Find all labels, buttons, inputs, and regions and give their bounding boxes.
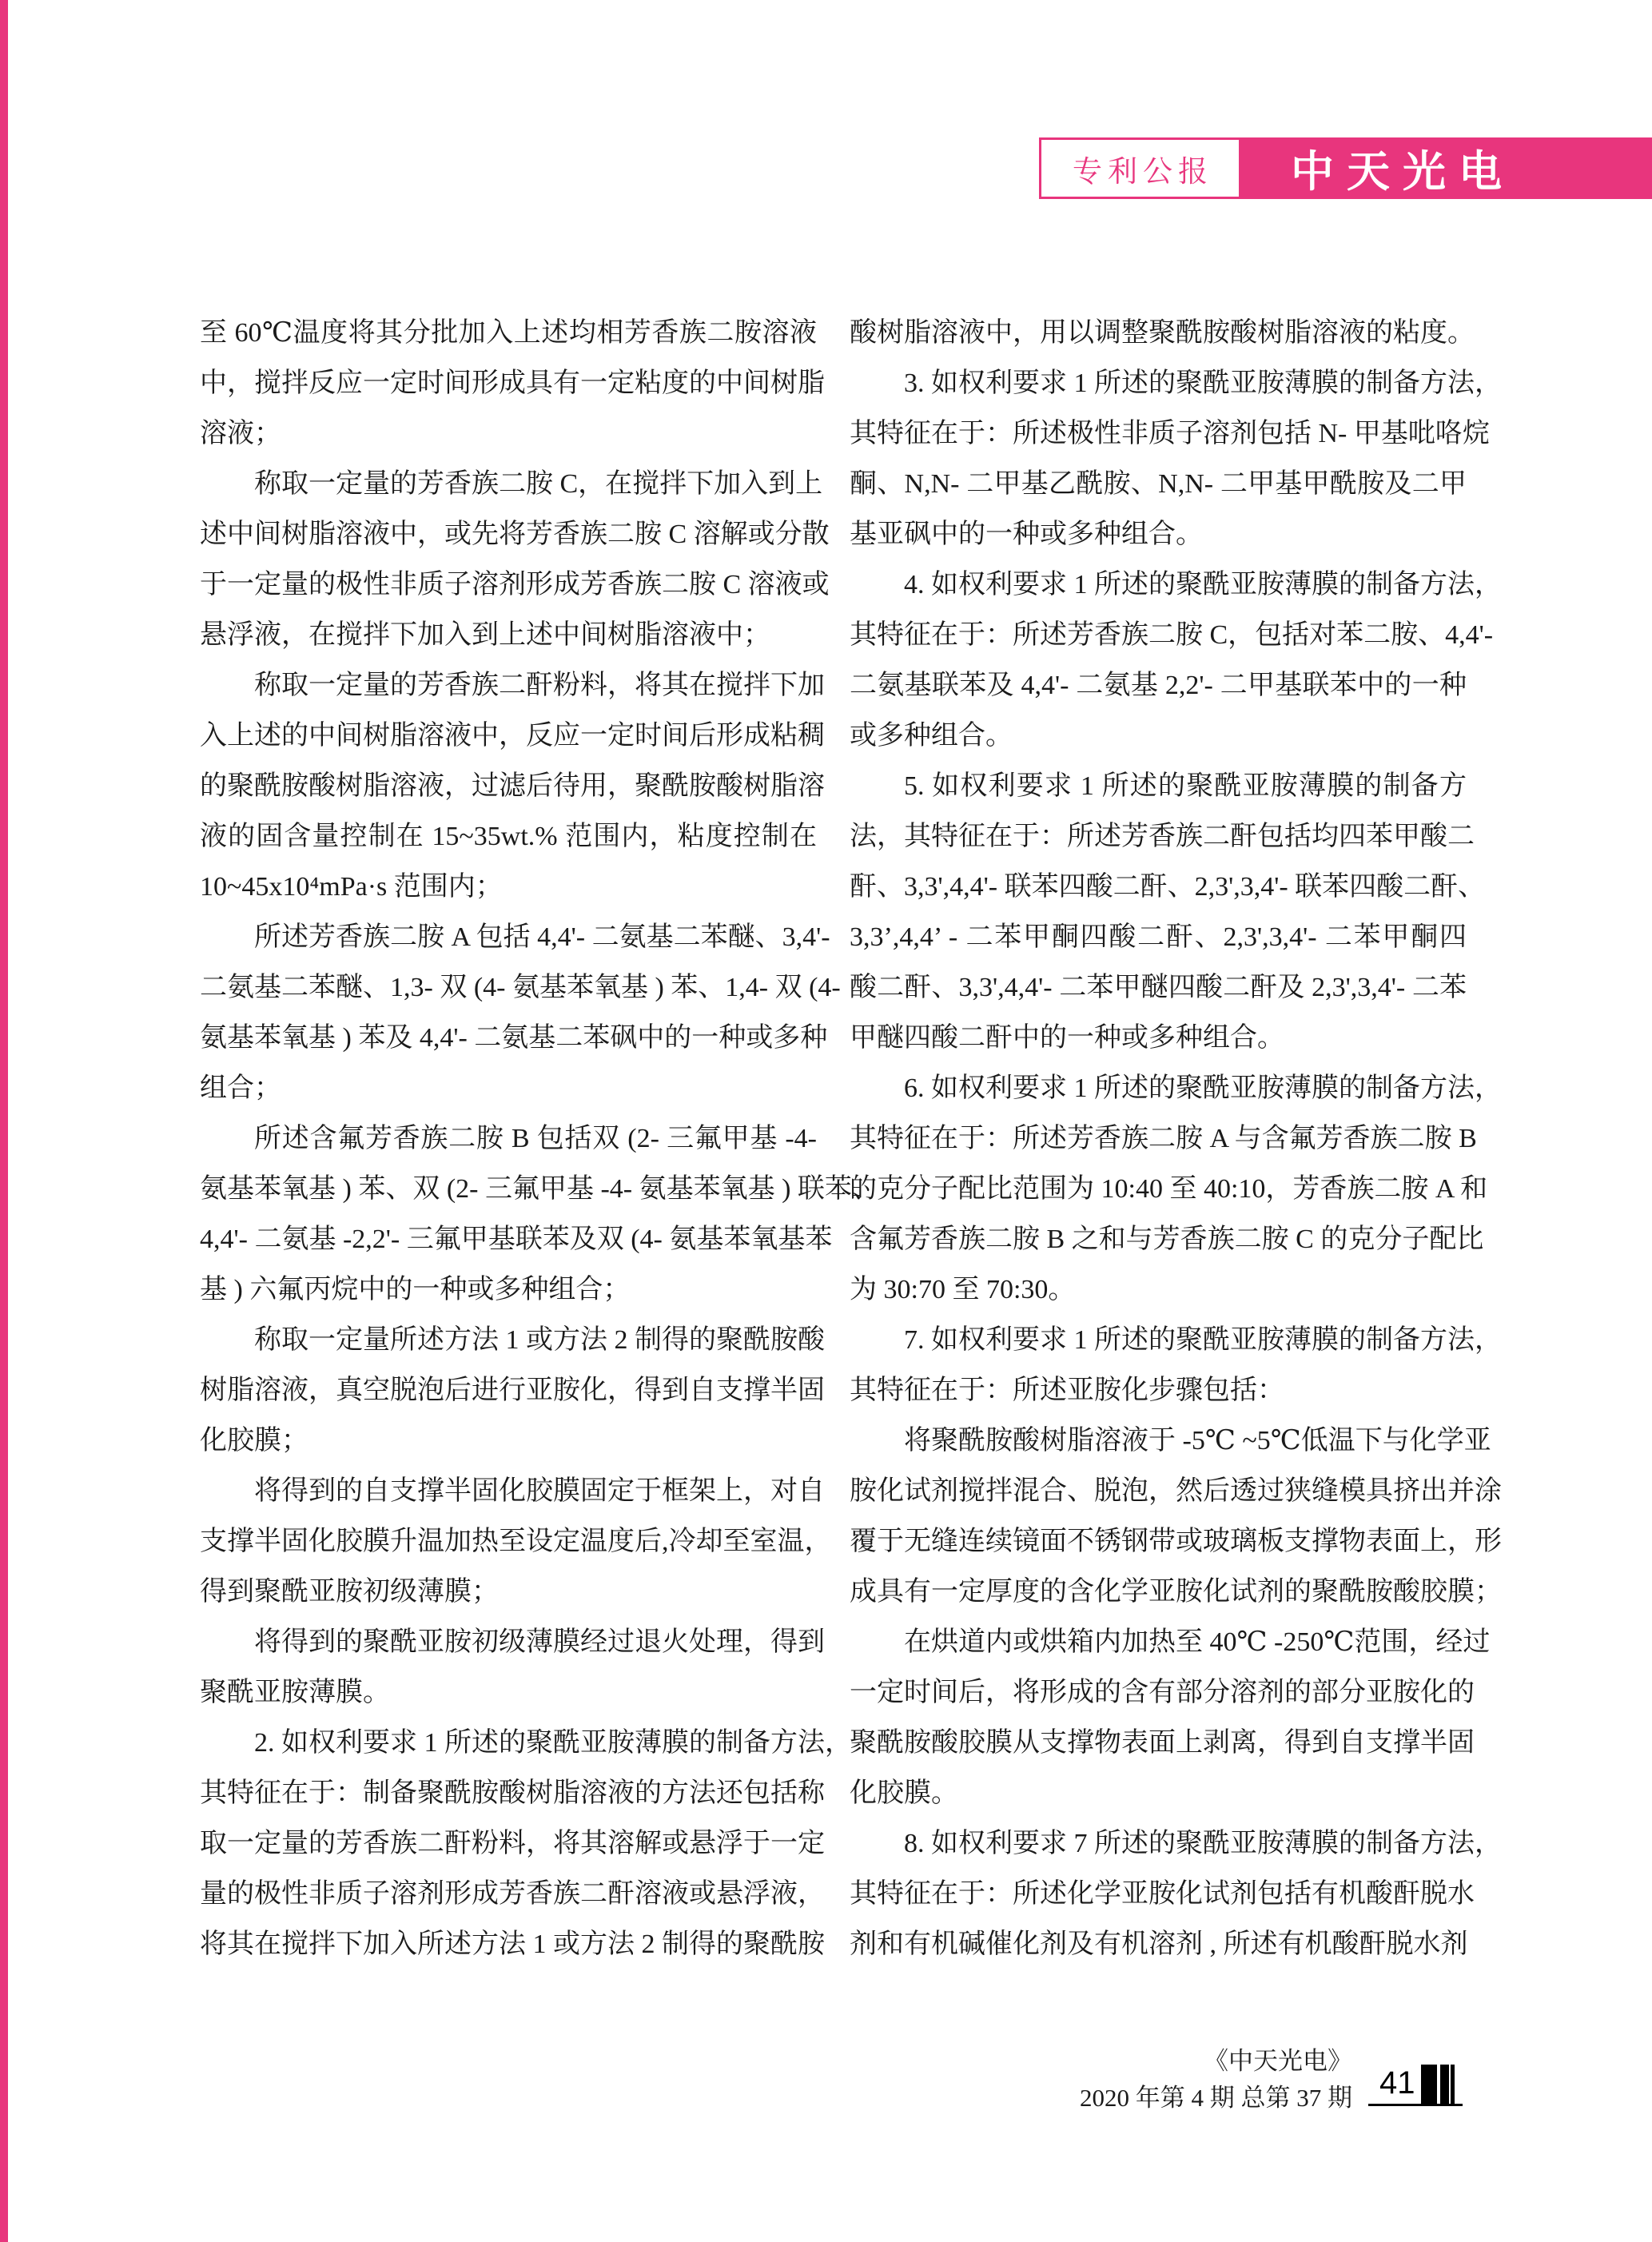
footer-bar-icon [1440, 2065, 1449, 2104]
text-line: 酸树脂溶液中，用以调整聚酰胺酸树脂溶液的粘度。 [850, 318, 1475, 348]
brand-logo: 中天光电 [1291, 148, 1515, 196]
text-line: 8. 如权利要求 7 所述的聚酰亚胺薄膜的制备方法， [904, 1829, 1502, 1858]
text-line: 支撑半固化胶膜升温加热至设定温度后,冷却至室温， [200, 1527, 832, 1556]
footer-journal-name: 《中天光电》 [1204, 2047, 1352, 2075]
text-line: 称取一定量的芳香族二酐粉料，将其在搅拌下加 [254, 671, 825, 700]
text-line: 化胶膜； [200, 1426, 309, 1456]
text-line: 胺化试剂搅拌混合、脱泡，然后透过狭缝模具挤出并涂 [850, 1476, 1502, 1506]
text-line: 悬浮液，在搅拌下加入到上述中间树脂溶液中； [200, 620, 770, 650]
text-line: 其特征在于：所述亚胺化步骤包括： [850, 1376, 1284, 1405]
footer-bar-icon [1421, 2065, 1437, 2104]
footer-issue-info: 2020 年第 4 期 总第 37 期 [1080, 2084, 1352, 2112]
footer-bar-icon [1451, 2065, 1455, 2104]
text-line: 2. 如权利要求 1 所述的聚酰亚胺薄膜的制备方法， [254, 1728, 852, 1758]
text-line: 含氟芳香族二胺 B 之和与芳香族二胺 C 的克分子配比 [850, 1225, 1484, 1254]
text-line: 酮、N,N- 二甲基乙酰胺、N,N- 二甲基甲酰胺及二甲 [850, 469, 1467, 499]
text-line: 其特征在于：所述芳香族二胺 C，包括对苯二胺、4,4'- [850, 620, 1494, 650]
text-line: 聚酰胺酸胶膜从支撑物表面上剥离，得到自支撑半固 [850, 1728, 1475, 1758]
text-line: 基 ) 六氟丙烷中的一种或多种组合； [200, 1275, 631, 1304]
text-line: 量的极性非质子溶剂形成芳香族二酐溶液或悬浮液， [200, 1879, 825, 1909]
header-brand-banner [1241, 137, 1652, 199]
text-line: 的聚酰胺酸树脂溶液，过滤后待用，聚酰胺酸树脂溶 [200, 771, 825, 801]
text-line: 4. 如权利要求 1 所述的聚酰亚胺薄膜的制备方法， [904, 570, 1502, 599]
text-line: 其特征在于：所述化学亚胺化试剂包括有机酸酐脱水 [850, 1879, 1475, 1909]
text-line: 液的固含量控制在 15~35wt.% 范围内，粘度控制在 [200, 822, 817, 851]
text-line: 称取一定量的芳香族二胺 C，在搅拌下加入到上 [254, 469, 823, 499]
text-line: 溶液； [200, 419, 281, 448]
text-line: 将得到的聚酰亚胺初级薄膜经过退火处理，得到 [254, 1627, 825, 1657]
text-line: 在烘道内或烘箱内加热至 40℃ -250℃范围，经过 [904, 1627, 1491, 1657]
text-line: 甲醚四酸二酐中的一种或多种组合。 [850, 1023, 1284, 1053]
text-line: 所述芳香族二胺 A 包括 4,4'- 二氨基二苯醚、3,4'- [254, 922, 830, 952]
column-left [200, 308, 879, 1969]
text-line: 述中间树脂溶液中，或先将芳香族二胺 C 溶解或分散 [200, 520, 830, 549]
text-line: 入上述的中间树脂溶液中，反应一定时间后形成粘稠 [200, 721, 825, 751]
text-line: 5. 如权利要求 1 所述的聚酰亚胺薄膜的制备方 [904, 771, 1467, 801]
text-line: 二氨基二苯醚、1,3- 双 (4- 氨基苯氧基 ) 苯、1,4- 双 (4- [200, 973, 841, 1002]
text-line: 组合； [200, 1073, 281, 1103]
text-line: 取一定量的芳香族二酐粉料，将其溶解或悬浮于一定 [200, 1829, 825, 1858]
text-line: 其特征在于：制备聚酰胺酸树脂溶液的方法还包括称 [200, 1778, 825, 1808]
text-line: 10~45x10⁴mPa·s 范围内； [200, 872, 503, 902]
text-line: 覆于无缝连续镜面不锈钢带或玻璃板支撑物表面上，形 [850, 1527, 1502, 1556]
text-line: 酸二酐、3,3',4,4'- 二苯甲醚四酸二酐及 2,3',3,4'- 二苯 [850, 973, 1467, 1002]
text-line: 为 30:70 至 70:30。 [850, 1275, 1076, 1304]
text-line: 中，搅拌反应一定时间形成具有一定粘度的中间树脂 [200, 368, 825, 398]
left-accent-stripe [0, 0, 8, 2242]
text-line: 化胶膜。 [850, 1778, 958, 1808]
text-line: 二氨基联苯及 4,4'- 二氨基 2,2'- 二甲基联苯中的一种 [850, 671, 1467, 700]
text-line: 7. 如权利要求 1 所述的聚酰亚胺薄膜的制备方法， [904, 1325, 1502, 1355]
header-tag-label: 专利公报 [1073, 154, 1213, 188]
text-line: 得到聚酰亚胺初级薄膜； [200, 1577, 499, 1607]
text-line: 的克分子配比范围为 10:40 至 40:10，芳香族二胺 A 和 [850, 1174, 1488, 1204]
text-line: 酐、3,3',4,4'- 联苯四酸二酐、2,3',3,4'- 联苯四酸二酐、 [850, 872, 1486, 902]
text-line: 称取一定量所述方法 1 或方法 2 制得的聚酰胺酸 [254, 1325, 825, 1355]
column-right [850, 308, 1502, 1969]
text-line: 基亚砜中的一种或多种组合。 [850, 520, 1203, 549]
text-line: 树脂溶液，真空脱泡后进行亚胺化，得到自支撑半固 [200, 1376, 825, 1405]
text-line: 其特征在于：所述极性非质子溶剂包括 N- 甲基吡咯烷 [850, 419, 1490, 448]
text-line: 于一定量的极性非质子溶剂形成芳香族二胺 C 溶液或 [200, 570, 830, 599]
text-line: 其特征在于：所述芳香族二胺 A 与含氟芳香族二胺 B [850, 1124, 1477, 1153]
text-line: 至 60℃温度将其分批加入上述均相芳香族二胺溶液 [200, 318, 817, 348]
text-line: 一定时间后，将形成的含有部分溶剂的部分亚胺化的 [850, 1678, 1475, 1707]
text-line: 成具有一定厚度的含化学亚胺化试剂的聚酰胺酸胶膜； [850, 1577, 1502, 1607]
text-line: 法，其特征在于：所述芳香族二酐包括均四苯甲酸二 [850, 822, 1475, 851]
footer-journal-block [1071, 2043, 1352, 2117]
text-line: 所述含氟芳香族二胺 B 包括双 (2- 三氟甲基 -4- [254, 1124, 817, 1153]
text-line: 剂和有机碱催化剂及有机溶剂 , 所述有机酸酐脱水剂 [850, 1929, 1468, 1959]
text-line: 将其在搅拌下加入所述方法 1 或方法 2 制得的聚酰胺 [200, 1929, 825, 1959]
text-line: 将聚酰胺酸树脂溶液于 -5℃ ~5℃低温下与化学亚 [904, 1426, 1491, 1456]
text-line: 3,3’,4,4’ - 二苯甲酮四酸二酐、2,3',3,4'- 二苯甲酮四 [850, 922, 1467, 952]
text-line: 氨基苯氧基 ) 苯、双 (2- 三氟甲基 -4- 氨基苯氧基 ) 联苯、 [200, 1174, 879, 1204]
text-line: 将得到的自支撑半固化胶膜固定于框架上，对自 [254, 1476, 825, 1506]
text-line: 氨基苯氧基 ) 苯及 4,4'- 二氨基二苯砜中的一种或多种 [200, 1023, 828, 1053]
footer-page-rule [1368, 2061, 1463, 2106]
text-line: 4,4'- 二氨基 -2,2'- 三氟甲基联苯及双 (4- 氨基苯氧基苯 [200, 1225, 833, 1254]
text-line: 3. 如权利要求 1 所述的聚酰亚胺薄膜的制备方法， [904, 368, 1502, 398]
text-line: 6. 如权利要求 1 所述的聚酰亚胺薄膜的制备方法， [904, 1073, 1502, 1103]
text-line: 聚酰亚胺薄膜。 [200, 1678, 390, 1707]
text-line: 或多种组合。 [850, 721, 1013, 751]
footer-page-number: 41 [1379, 2065, 1415, 2101]
header-tag-box [1039, 137, 1241, 199]
